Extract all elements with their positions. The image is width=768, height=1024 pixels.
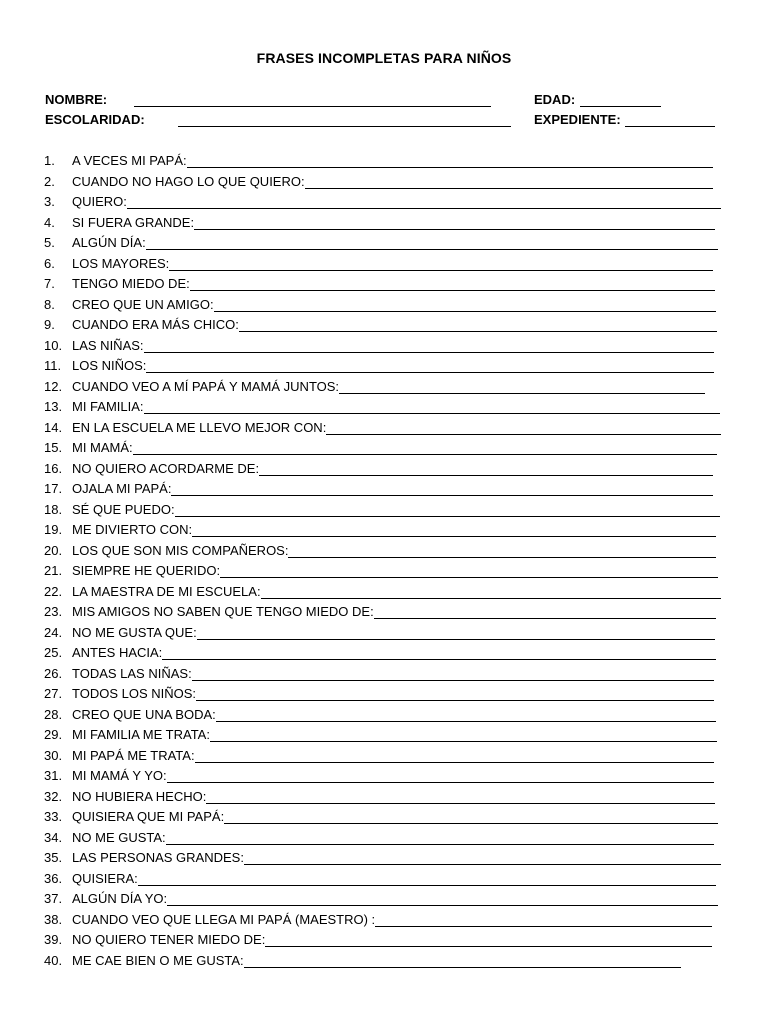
sentence-item	[44, 706, 724, 727]
sentence-item	[44, 193, 724, 214]
answer-blank[interactable]	[127, 208, 721, 209]
sentence-item	[44, 849, 724, 870]
item-phrase: NO ME GUSTA QUE:	[72, 624, 197, 640]
item-number: 29.	[44, 727, 63, 742]
expediente-label: EXPEDIENTE:	[534, 112, 621, 127]
item-phrase: SI FUERA GRANDE:	[72, 214, 195, 230]
item-phrase: LA MAESTRA DE MI ESCUELA:	[72, 583, 261, 599]
item-phrase: MIS AMIGOS NO SABEN QUE TENGO MIEDO DE:	[72, 604, 374, 619]
answer-blank[interactable]	[167, 782, 714, 783]
answer-blank[interactable]	[197, 639, 715, 640]
item-number: 40.	[44, 952, 63, 968]
sentence-item	[44, 685, 724, 706]
item-number: 27.	[44, 686, 63, 701]
answer-blank[interactable]	[144, 413, 720, 414]
header-row-2	[45, 112, 723, 132]
sentence-item	[44, 583, 724, 604]
sentence-item	[44, 337, 724, 358]
answer-blank[interactable]	[196, 700, 714, 701]
answer-blank[interactable]	[146, 249, 718, 250]
sentence-item	[44, 275, 724, 296]
answer-blank[interactable]	[339, 393, 705, 394]
item-phrase: ALGÚN DÍA:	[72, 235, 146, 250]
item-phrase: NO QUIERO ACORDARME DE:	[72, 460, 260, 476]
sentence-item	[44, 747, 724, 768]
item-number: 13.	[44, 399, 63, 414]
sentence-item	[44, 624, 724, 645]
answer-blank[interactable]	[220, 577, 718, 578]
item-phrase: ME CAE BIEN O ME GUSTA:	[72, 952, 244, 968]
answer-blank[interactable]	[326, 434, 721, 435]
item-number: 11.	[44, 358, 62, 373]
sentence-item	[44, 726, 724, 747]
item-phrase: LOS MAYORES:	[72, 255, 170, 271]
item-phrase: LOS QUE SON MIS COMPAÑEROS:	[72, 542, 289, 558]
answer-blank[interactable]	[175, 516, 720, 517]
item-phrase: MI FAMILIA:	[72, 399, 144, 414]
sentence-item	[44, 808, 724, 829]
item-number: 39.	[44, 932, 63, 947]
answer-blank[interactable]	[187, 167, 713, 168]
item-phrase: LAS PERSONAS GRANDES:	[72, 850, 244, 865]
sentence-item	[44, 870, 724, 891]
item-phrase: NO ME GUSTA:	[72, 829, 166, 845]
answer-blank[interactable]	[190, 290, 715, 291]
item-number: 31.	[44, 768, 63, 783]
answer-blank[interactable]	[192, 536, 716, 537]
item-phrase: SÉ QUE PUEDO:	[72, 501, 175, 517]
item-number: 17.	[44, 481, 63, 496]
item-phrase: QUIERO:	[72, 194, 127, 209]
item-phrase: OJALA MI PAPÁ:	[72, 481, 172, 496]
answer-blank[interactable]	[374, 618, 716, 619]
sentence-list	[44, 152, 724, 972]
nombre-field[interactable]	[134, 106, 491, 107]
answer-blank[interactable]	[214, 311, 716, 312]
sentence-item	[44, 931, 724, 952]
escolaridad-label: ESCOLARIDAD:	[45, 112, 145, 127]
item-phrase: TODOS LOS NIÑOS:	[72, 686, 197, 701]
item-number: 1.	[44, 153, 55, 168]
header-row-1	[45, 92, 723, 112]
sentence-item	[44, 296, 724, 317]
answer-blank[interactable]	[239, 331, 717, 332]
item-phrase: NO HUBIERA HECHO:	[72, 788, 207, 804]
answer-blank[interactable]	[166, 844, 714, 845]
item-number: 36.	[44, 870, 63, 886]
item-number: 12.	[44, 378, 63, 394]
item-phrase: QUISIERA QUE MI PAPÁ:	[72, 809, 225, 824]
item-phrase: LAS NIÑAS:	[72, 337, 144, 353]
sentence-item	[44, 398, 724, 419]
answer-blank[interactable]	[169, 270, 713, 271]
item-number: 19.	[44, 522, 63, 537]
escolaridad-field[interactable]	[178, 126, 511, 127]
sentence-item	[44, 316, 724, 337]
item-number: 26.	[44, 665, 63, 681]
item-number: 9.	[44, 317, 55, 332]
sentence-item	[44, 665, 724, 686]
sentence-item	[44, 152, 724, 173]
answer-blank[interactable]	[146, 372, 714, 373]
sentence-item	[44, 767, 724, 788]
item-number: 34.	[44, 829, 63, 845]
sentence-item	[44, 911, 724, 932]
item-number: 2.	[44, 173, 55, 189]
sentence-item	[44, 603, 724, 624]
answer-blank[interactable]	[244, 967, 681, 968]
sentence-item	[44, 234, 724, 255]
item-phrase: CREO QUE UN AMIGO:	[72, 296, 214, 312]
nombre-label: NOMBRE:	[45, 92, 108, 107]
item-phrase: CREO QUE UNA BODA:	[72, 706, 216, 722]
answer-blank[interactable]	[216, 721, 716, 722]
item-number: 25.	[44, 645, 63, 660]
item-number: 20.	[44, 542, 63, 558]
item-phrase: LOS NIÑOS:	[72, 358, 147, 373]
answer-blank[interactable]	[206, 803, 715, 804]
sentence-item	[44, 460, 724, 481]
answer-blank[interactable]	[261, 598, 721, 599]
item-number: 10.	[44, 337, 63, 353]
sentence-item	[44, 378, 724, 399]
item-number: 22.	[44, 583, 63, 599]
item-number: 33.	[44, 809, 63, 824]
answer-blank[interactable]	[194, 229, 715, 230]
answer-blank[interactable]	[244, 864, 721, 865]
sentence-item	[44, 829, 724, 850]
item-phrase: ANTES HACIA:	[72, 645, 163, 660]
answer-blank[interactable]	[144, 352, 714, 353]
expediente-field[interactable]	[625, 126, 715, 127]
answer-blank[interactable]	[288, 557, 716, 558]
item-phrase: MI FAMILIA ME TRATA:	[72, 727, 210, 742]
sentence-item	[44, 173, 724, 194]
item-number: 18.	[44, 501, 63, 517]
answer-blank[interactable]	[171, 495, 713, 496]
answer-blank[interactable]	[375, 926, 712, 927]
answer-blank[interactable]	[305, 188, 713, 189]
sentence-item	[44, 644, 724, 665]
item-phrase: MI PAPÁ ME TRATA:	[72, 747, 195, 763]
item-number: 14.	[44, 419, 63, 435]
answer-blank[interactable]	[210, 741, 717, 742]
item-phrase: ALGÚN DÍA YO:	[72, 891, 168, 906]
item-number: 21.	[44, 563, 63, 578]
item-number: 24.	[44, 624, 63, 640]
item-phrase: CUANDO VEO A MÍ PAPÁ Y MAMÁ JUNTOS:	[72, 378, 340, 394]
sentence-item	[44, 562, 724, 583]
sentence-item	[44, 439, 724, 460]
answer-blank[interactable]	[167, 905, 718, 906]
sentence-item	[44, 521, 724, 542]
item-phrase: TENGO MIEDO DE:	[72, 276, 190, 291]
item-number: 35.	[44, 850, 63, 865]
answer-blank[interactable]	[133, 454, 717, 455]
edad-field[interactable]	[580, 106, 661, 107]
item-number: 16.	[44, 460, 63, 476]
answer-blank[interactable]	[265, 946, 712, 947]
item-number: 30.	[44, 747, 63, 763]
item-phrase: MI MAMÁ:	[72, 440, 133, 455]
item-number: 38.	[44, 911, 63, 927]
sentence-item	[44, 501, 724, 522]
item-number: 3.	[44, 194, 55, 209]
item-phrase: QUISIERA:	[72, 870, 138, 886]
item-number: 37.	[44, 891, 63, 906]
item-phrase: CUANDO NO HAGO LO QUE QUIERO:	[72, 173, 305, 189]
item-number: 15.	[44, 440, 63, 455]
item-phrase: CUANDO ERA MÁS CHICO:	[72, 317, 239, 332]
item-phrase: SIEMPRE HE QUERIDO:	[72, 563, 221, 578]
sentence-item	[44, 255, 724, 276]
item-phrase: A VECES MI PAPÁ:	[72, 153, 187, 168]
sentence-item	[44, 890, 724, 911]
item-phrase: CUANDO VEO QUE LLEGA MI PAPÁ (MAESTRO) :	[72, 911, 376, 927]
item-number: 7.	[44, 276, 55, 291]
edad-label: EDAD:	[534, 92, 576, 107]
sentence-item	[44, 214, 724, 235]
item-phrase: TODAS LAS NIÑAS:	[72, 665, 192, 681]
page-title: FRASES INCOMPLETAS PARA NIÑOS	[256, 50, 512, 66]
item-number: 6.	[44, 255, 55, 271]
answer-blank[interactable]	[195, 762, 714, 763]
item-phrase: EN LA ESCUELA ME LLEVO MEJOR CON:	[72, 419, 327, 435]
item-number: 28.	[44, 706, 63, 722]
item-number: 4.	[44, 214, 55, 230]
sentence-item	[44, 952, 724, 973]
item-number: 5.	[44, 235, 55, 250]
sentence-item	[44, 480, 724, 501]
sentence-item	[44, 419, 724, 440]
item-phrase: ME DIVIERTO CON:	[72, 522, 193, 537]
item-number: 32.	[44, 788, 63, 804]
answer-blank[interactable]	[192, 680, 714, 681]
answer-blank[interactable]	[138, 885, 716, 886]
answer-blank[interactable]	[224, 823, 718, 824]
answer-blank[interactable]	[162, 659, 716, 660]
item-phrase: MI MAMÁ Y YO:	[72, 768, 167, 783]
sentence-item	[44, 788, 724, 809]
sentence-item	[44, 357, 724, 378]
item-number: 8.	[44, 296, 55, 312]
item-number: 23.	[44, 604, 63, 619]
sentence-item	[44, 542, 724, 563]
item-phrase: NO QUIERO TENER MIEDO DE:	[72, 932, 266, 947]
answer-blank[interactable]	[259, 475, 713, 476]
